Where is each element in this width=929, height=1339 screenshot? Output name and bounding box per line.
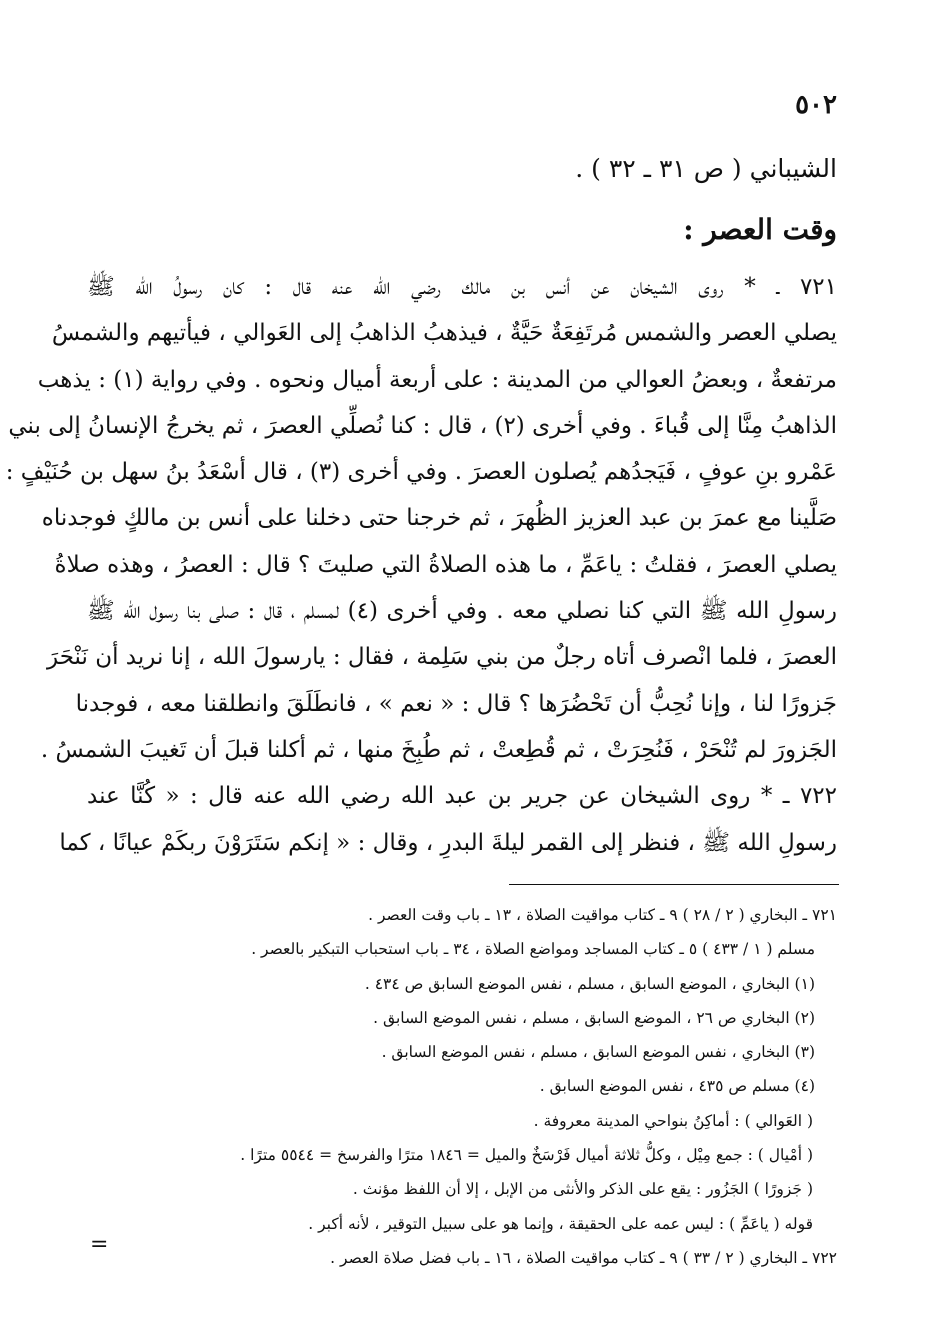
footnote-line: (٣) البخاري ، نفس الموضع السابق ، مسلم ، نفس الموضع السابق . [381, 1043, 815, 1062]
body-line: ٧٢١ ـ * روى الشيخان عن أنس بن مالك رضي الله عنه قال : كان رسولُ الله ﷺ [87, 274, 837, 300]
intro-line: الشيباني ( ص ٣١ ـ ٣٢ ) . [575, 154, 837, 183]
footnote-line: (١) البخاري ، الموضع السابق ، مسلم ، نفس الموضع السابق ص ٤٣٤ . [364, 974, 815, 993]
body-line: يصلي العصر والشمس مُرتَفِعَةٌ حَيَّةٌ ، فيذهبُ الذاهبُ إلى العَوالي ، فيأتيهم والشمسُ [51, 320, 837, 347]
body-line: عَمْرو بنِ عوفٍ ، فَيَجدُهم يُصلون العصرَ . وفي أخرى (٣) ، قال أسْعَدُ بنُ سهل بن حُنَيْفٍ : [5, 459, 837, 486]
body-line: رسولِ الله ﷺ التي كنا نصلي معه . وفي أخرى (٤) لمسلم ، قال : صلى بنا رسول الله ﷺ [87, 598, 837, 625]
body-line: جَزورًا لنا ، وإنا نُحِبُّ أن تَحْضُرَها ؟ قال : « نعم » ، فانطَلَقَ وانطلقنا معه ، فوجدنا [75, 690, 837, 717]
footnote-line: ٧٢١ ـ البخاري ( ٢ / ٢٨ ) ٩ ـ كتاب مواقيت الصلاة ، ١٣ ـ باب وقت العصر . [368, 906, 837, 924]
continuation-mark: = [90, 1232, 109, 1257]
footnote-line: مسلم ( ١ / ٤٣٣ ) ٥ ـ كتاب المساجد ومواضع الصلاة ، ٣٤ ـ باب استحباب التبكير بالعصر . [251, 940, 815, 959]
body-line: مرتفعةٌ ، وبعضُ العوالي من المدينة : على أربعة أميال ونحوه . وفي رواية (١) : يذهب [37, 366, 837, 393]
body-line: العصرَ ، فلما انْصرف أتاه رجلٌ من بني سَلِمة ، فقال : يارسولَ الله ، إنا نريد أن نَنْحَرَ [47, 644, 837, 671]
body-line: رسولِ الله ﷺ ، فنظر إلى القمر ليلةَ البدرِ ، وقال : « إنكم سَتَرَوْنَ ربكَمْ عيانًا ، كما [59, 829, 837, 856]
footnote-line: (٤) مسلم ص ٤٣٥ ، نفس الموضع السابق . [539, 1077, 815, 1096]
footnotes [87, 898, 837, 1275]
body-text [5, 264, 837, 866]
body-line: يصلي العصرَ ، فقلتُ : ياعَمِّ ، ما هذه الصلاةُ التي صليتَ ؟ قال : العصرُ ، وهذه صلاةُ [54, 551, 837, 578]
body-line: ٧٢٢ ـ * روى الشيخان عن جرير بن عبد الله رضي الله عنه قال : « كُنَّا عند [87, 783, 837, 810]
footnote-line: ( جَزورًا ) الجَزُور : يقع على الذكر والأنثى من الإبل ، إلا أن اللفظ مؤنث . [352, 1180, 813, 1199]
body-line: الجَزورَ لم تُنْحَرْ ، فَنُحِرَتْ ، ثم قُطِعتْ ، ثم طُبِخَ منها ، ثم أكلنا قبلَ أن تَغيبَ الشمسُ . [40, 736, 837, 763]
footnote-line: قوله ( ياعَمِّ ) : ليس عمه على الحقيقة ، وإنما هو على سبيل التوقير ، لأنه أكبر . [308, 1214, 813, 1233]
footnote-line: ( العَوالي ) : أماكِنُ بنواحي المدينة معروفة . [533, 1111, 813, 1130]
footnote-divider [509, 884, 839, 885]
footnote-line: ٧٢٢ ـ البخاري ( ٢ / ٣٣ ) ٩ ـ كتاب مواقيت الصلاة ، ١٦ ـ باب فضل صلاة العصر . [330, 1248, 837, 1267]
body-line: الذاهبُ مِنَّا إلى قُباءَ . وفي أخرى (٢) ، قال : كنا نُصلِّي العصرَ ، ثم يخرجُ الإنسانُ إلى بني [8, 412, 837, 439]
body-line: صَلَّينا مع عمرَ بن عبد العزيز الظُهرَ ، ثم خرجنا حتى دخلنا على أنس بن مالكٍ فوجدناه [41, 505, 837, 532]
section-heading: وقت العصر : [683, 213, 837, 246]
page-number: ٥٠٢ [795, 90, 837, 120]
footnote-line: ( أمْيال ) : جمع مِيْل ، وكلُّ ثلاثة أميال فَرْسَخٌ والميل = ١٨٤٦ مترًا والفرسخ = ٥٥٤٤ مترًا . [240, 1146, 813, 1165]
footnote-line: (٢) البخاري ص ٢٦ ، الموضع السابق ، مسلم ، نفس الموضع السابق . [373, 1008, 815, 1027]
